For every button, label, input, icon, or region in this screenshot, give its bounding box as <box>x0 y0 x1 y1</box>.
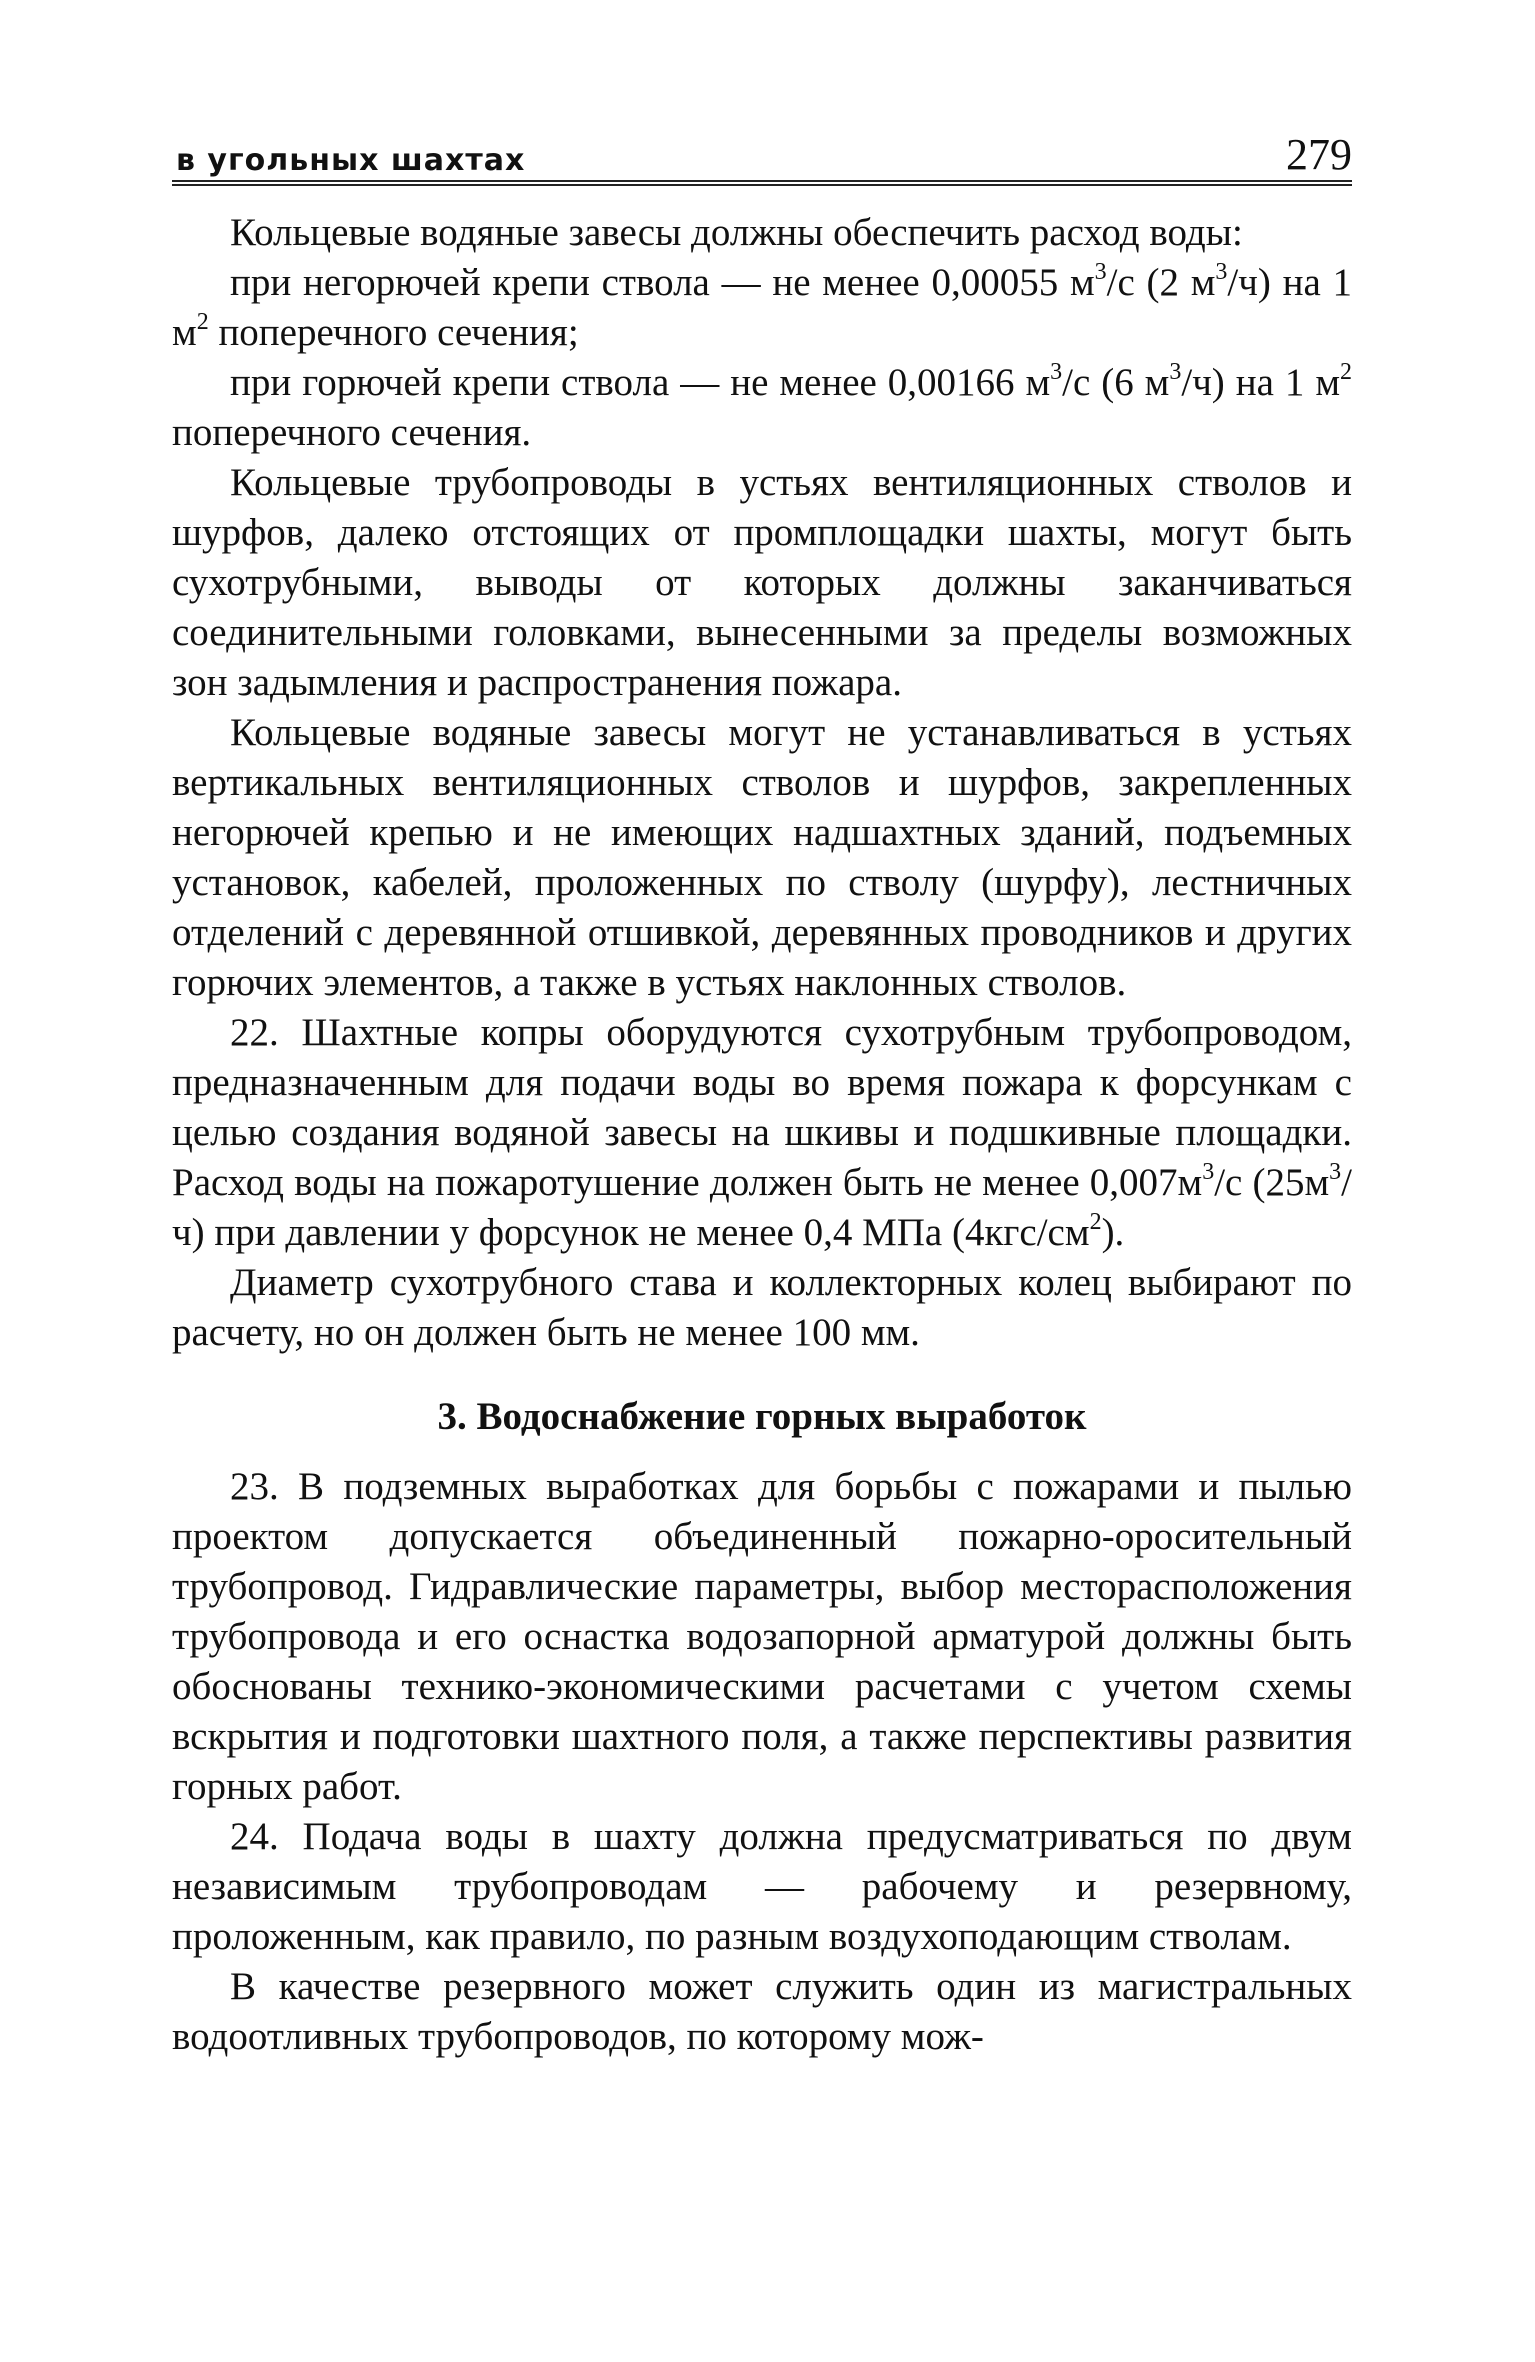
text-run: /ч) на 1 м <box>172 261 1352 354</box>
superscript: 3 <box>1329 1159 1342 1185</box>
paragraph <box>172 1462 1352 1812</box>
superscript: 3 <box>1050 359 1063 385</box>
paragraph <box>172 1812 1352 1962</box>
page-number: 279 <box>1286 130 1352 179</box>
text-run: /с (6 м <box>1062 361 1170 404</box>
text-run: 22. Шахтные копры оборудуются сухотрубным трубопроводом, предназначенным для подачи воды во время пожара к форсункам с целью создания водяной завесы на шкивы и подшкивные площадки. Расход воды на пожаротушение должен быть не менее 0,007м <box>172 1011 1352 1204</box>
superscript: 2 <box>1340 359 1352 385</box>
text-run: при негорючей крепи ствола — не менее 0,00055 м <box>230 261 1095 304</box>
text-run: при горючей крепи ствола — не менее 0,00166 м <box>230 361 1051 404</box>
text-run: /ч) на 1 м <box>1181 361 1340 404</box>
text-run: Кольцевые водяные завесы должны обеспечить расход воды: <box>230 211 1243 254</box>
paragraph <box>172 358 1352 458</box>
text-run: 23. В подземных выработках для борьбы с пожарами и пылью проектом допускается объединенный пожарно-оросительный трубопровод. Гидравлические параметры, выбор месторасположения трубопровода и его оснастка водозапорной арматурой должны быть обоснованы технико-экономическими расчетами с учетом схемы вскрытия и подготовки шахтного поля, а также перспективы развития горных работ. <box>172 1465 1352 1808</box>
text-block-before-section <box>172 208 1352 1358</box>
text-run: /с (25м <box>1214 1161 1330 1204</box>
running-header <box>172 110 1352 186</box>
text-run: /ч) при давлении у форсунок не менее 0,4 МПа (4кгс/см <box>172 1161 1352 1254</box>
text-run: 24. Подача воды в шахту должна предусматриваться по двум независимым трубопроводам — рабочему и резервному, проложенным, как правило, по разным воздухоподающим стволам. <box>172 1815 1352 1958</box>
page-content <box>172 208 1352 2062</box>
text-run: Кольцевые трубопроводы в устьях вентиляционных стволов и шурфов, далеко отстоящих от промплощадки шахты, могут быть сухотрубными, выводы от которых должны заканчиваться соединительными головками, вынесенными за пределы возможных зон задымления и распространения пожара. <box>172 461 1352 704</box>
text-run: /с (2 м <box>1106 261 1216 304</box>
text-run: В качестве резервного может служить один из магистральных водоотливных трубопроводов, по которому мож- <box>172 1965 1352 2058</box>
superscript: 3 <box>1094 259 1107 285</box>
text-run: Кольцевые водяные завесы могут не устанавливаться в устьях вертикальных вентиляционных стволов и шурфов, закрепленных негорючей крепью и не имеющих надшахтных зданий, подъемных установок, кабелей, проложенных по стволу (шурфу), лестничных отделений с деревянной отшивкой, деревянных проводников и других горючих элементов, а также в устьях наклонных стволов. <box>172 711 1352 1004</box>
superscript: 3 <box>1169 359 1182 385</box>
superscript: 2 <box>196 309 209 335</box>
paragraph <box>172 1962 1352 2062</box>
text-run: поперечного сечения. <box>172 411 532 454</box>
text-run: ). <box>1101 1211 1125 1254</box>
superscript: 3 <box>1215 259 1228 285</box>
text-block-after-section <box>172 1462 1352 2062</box>
running-title: в угольных шахтах <box>176 143 526 178</box>
paragraph <box>172 208 1352 258</box>
superscript: 3 <box>1202 1159 1215 1185</box>
text-run: поперечного сечения; <box>208 311 579 354</box>
text-run: Диаметр сухотрубного става и коллекторных колец выбирают по расчету, но он должен быть не менее 100 мм. <box>172 1261 1352 1354</box>
paragraph <box>172 708 1352 1008</box>
paragraph <box>172 458 1352 708</box>
paragraph <box>172 1008 1352 1258</box>
section-title: 3. Водоснабжение горных выработок <box>437 1395 1087 1438</box>
superscript: 2 <box>1089 1209 1102 1235</box>
book-page <box>172 110 1352 2062</box>
paragraph <box>172 1258 1352 1358</box>
paragraph <box>172 258 1352 358</box>
